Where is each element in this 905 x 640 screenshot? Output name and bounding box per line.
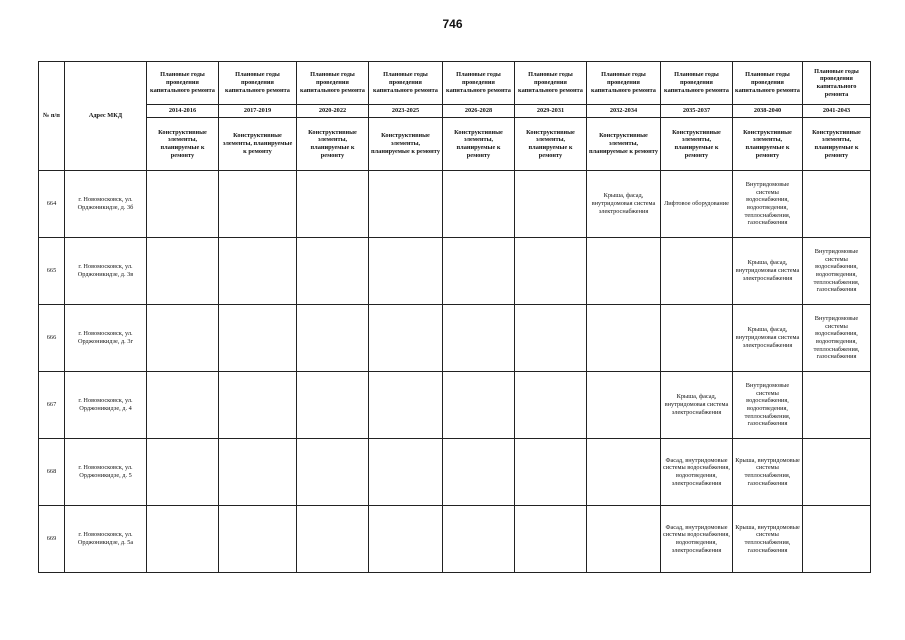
repair-elements-cell <box>443 171 515 238</box>
period-elements-header: Конструктивные элементы, планируемые к ремонту <box>661 118 733 171</box>
repair-elements-cell <box>297 372 369 439</box>
period-title-header: Плановые годы проведения капитального ремонта <box>515 62 587 105</box>
row-number: 664 <box>39 171 65 238</box>
repair-elements-cell <box>587 506 661 573</box>
repair-elements-cell <box>147 506 219 573</box>
repair-elements-cell <box>587 238 661 305</box>
repair-elements-cell <box>219 238 297 305</box>
repair-elements-cell: Крыша, фасад, внутридомовая система электроснабжения <box>661 372 733 439</box>
repair-elements-cell <box>147 305 219 372</box>
repair-elements-cell <box>369 238 443 305</box>
repair-elements-cell <box>587 439 661 506</box>
repair-elements-cell <box>515 171 587 238</box>
repair-elements-cell <box>803 506 871 573</box>
repair-elements-cell <box>369 439 443 506</box>
row-number: 668 <box>39 439 65 506</box>
table-header <box>39 62 871 171</box>
repair-elements-cell <box>369 506 443 573</box>
table-row <box>39 439 871 506</box>
period-elements-header: Конструктивные элементы, планируемые к ремонту <box>733 118 803 171</box>
period-title-header: Плановые годы проведения капитального ремонта <box>219 62 297 105</box>
repair-elements-cell: Лифтовое оборудование <box>661 171 733 238</box>
period-title-header: Плановые годы проведения капитального ремонта <box>587 62 661 105</box>
period-title-header: Плановые годы проведения капитального ремонта <box>443 62 515 105</box>
period-elements-header: Конструктивные элементы, планируемые к ремонту <box>297 118 369 171</box>
repair-elements-cell <box>297 506 369 573</box>
period-years-header: 2029-2031 <box>515 105 587 118</box>
row-address: г. Новомосковск, ул. Орджоникидзе, д. 5 <box>65 439 147 506</box>
repair-elements-cell <box>803 171 871 238</box>
repair-elements-cell <box>515 372 587 439</box>
repair-elements-cell <box>369 372 443 439</box>
repair-elements-cell <box>219 439 297 506</box>
repair-elements-cell <box>147 171 219 238</box>
repair-elements-cell: Крыша, фасад, внутридомовая система электроснабжения <box>733 238 803 305</box>
period-years-header: 2017-2019 <box>219 105 297 118</box>
period-elements-header: Конструктивные элементы, планируемые к ремонту <box>443 118 515 171</box>
repair-elements-cell <box>297 171 369 238</box>
repair-elements-cell: Крыша, внутридомовые системы теплоснабжения, газоснабжения <box>733 506 803 573</box>
repair-elements-cell <box>515 305 587 372</box>
repair-elements-cell <box>369 171 443 238</box>
row-number: 666 <box>39 305 65 372</box>
table-row <box>39 372 871 439</box>
repair-elements-cell: Внутридомовые системы водоснабжения, водоотведения, теплоснабжения, газоснабжения <box>803 238 871 305</box>
repair-elements-cell <box>297 238 369 305</box>
repair-elements-cell <box>661 305 733 372</box>
repair-elements-cell <box>515 238 587 305</box>
period-years-header: 2038-2040 <box>733 105 803 118</box>
repair-elements-cell: Крыша, фасад, внутридомовая система электроснабжения <box>733 305 803 372</box>
repair-elements-cell <box>219 171 297 238</box>
period-years-header: 2041-2043 <box>803 105 871 118</box>
repair-elements-cell <box>443 506 515 573</box>
page-number: 746 <box>442 17 463 31</box>
table-row <box>39 171 871 238</box>
repair-elements-cell <box>515 506 587 573</box>
period-title-header: Плановые годы проведения капитального ремонта <box>733 62 803 105</box>
repair-elements-cell <box>297 305 369 372</box>
repair-elements-cell: Фасад, внутридомовые системы водоснабжения, водоотведения, электроснабжения <box>661 506 733 573</box>
repair-elements-cell <box>147 238 219 305</box>
period-elements-header: Конструктивные элементы, планируемые к ремонту <box>587 118 661 171</box>
repair-elements-cell <box>803 372 871 439</box>
repair-elements-cell <box>443 372 515 439</box>
repair-elements-cell <box>587 372 661 439</box>
period-title-header: Плановые годы проведения капитального ремонта <box>803 62 871 105</box>
row-address: г. Новомосковск, ул. Орджоникидзе, д. 3б <box>65 171 147 238</box>
repair-elements-cell <box>443 439 515 506</box>
repair-elements-cell <box>147 372 219 439</box>
repair-elements-cell: Фасад, внутридомовые системы водоснабжения, водоотведения, электроснабжения <box>661 439 733 506</box>
period-title-header: Плановые годы проведения капитального ремонта <box>369 62 443 105</box>
period-elements-header: Конструктивные элементы, планируемые к ремонту <box>515 118 587 171</box>
row-address: г. Новомосковск, ул. Орджоникидзе, д. 4 <box>65 372 147 439</box>
repair-elements-cell <box>369 305 443 372</box>
table-row <box>39 305 871 372</box>
repair-elements-cell <box>147 439 219 506</box>
repair-elements-cell <box>297 439 369 506</box>
period-years-header: 2020-2022 <box>297 105 369 118</box>
period-years-header: 2014-2016 <box>147 105 219 118</box>
period-years-header: 2023-2025 <box>369 105 443 118</box>
period-title-header: Плановые годы проведения капитального ремонта <box>297 62 369 105</box>
capital-repair-table <box>38 61 871 573</box>
repair-elements-cell: Внутридомовые системы водоснабжения, водоотведения, теплоснабжения, газоснабжения <box>733 372 803 439</box>
row-number: 667 <box>39 372 65 439</box>
row-address: г. Новомосковск, ул. Орджоникидзе, д. 3г <box>65 305 147 372</box>
period-elements-header: Конструктивные элементы, планируемые к ремонту <box>147 118 219 171</box>
repair-elements-cell <box>219 305 297 372</box>
table-row <box>39 506 871 573</box>
period-title-header: Плановые годы проведения капитального ремонта <box>661 62 733 105</box>
repair-elements-cell <box>803 439 871 506</box>
row-number: 669 <box>39 506 65 573</box>
period-title-header: Плановые годы проведения капитального ремонта <box>147 62 219 105</box>
repair-elements-cell <box>219 506 297 573</box>
repair-elements-cell: Внутридомовые системы водоснабжения, водоотведения, теплоснабжения, газоснабжения <box>733 171 803 238</box>
period-elements-header: Конструктивные элементы, планируемые к ремонту <box>803 118 871 171</box>
repair-elements-cell <box>219 372 297 439</box>
repair-elements-cell <box>587 305 661 372</box>
repair-elements-cell <box>443 238 515 305</box>
period-elements-header: Конструктивные элементы, планируемые к ремонту <box>369 118 443 171</box>
row-address: г. Новомосковск, ул. Орджоникидзе, д. 3в <box>65 238 147 305</box>
row-number: 665 <box>39 238 65 305</box>
table-row <box>39 238 871 305</box>
repair-elements-cell: Крыша, фасад, внутридомовая система электроснабжения <box>587 171 661 238</box>
repair-elements-cell: Внутридомовые системы водоснабжения, водоотведения, теплоснабжения, газоснабжения <box>803 305 871 372</box>
period-years-header: 2026-2028 <box>443 105 515 118</box>
repair-elements-cell: Крыша, внутридомовые системы теплоснабжения, газоснабжения <box>733 439 803 506</box>
period-years-header: 2035-2037 <box>661 105 733 118</box>
row-address: г. Новомосковск, ул. Орджоникидзе, д. 5а <box>65 506 147 573</box>
period-years-header: 2032-2034 <box>587 105 661 118</box>
table-body <box>39 171 871 573</box>
period-elements-header: Конструктивные элементы, планируемые к ремонту <box>219 118 297 171</box>
num-column-header: № п/п <box>39 62 65 171</box>
repair-elements-cell <box>515 439 587 506</box>
repair-elements-cell <box>443 305 515 372</box>
repair-elements-cell <box>661 238 733 305</box>
address-column-header: Адрес МКД <box>65 62 147 171</box>
